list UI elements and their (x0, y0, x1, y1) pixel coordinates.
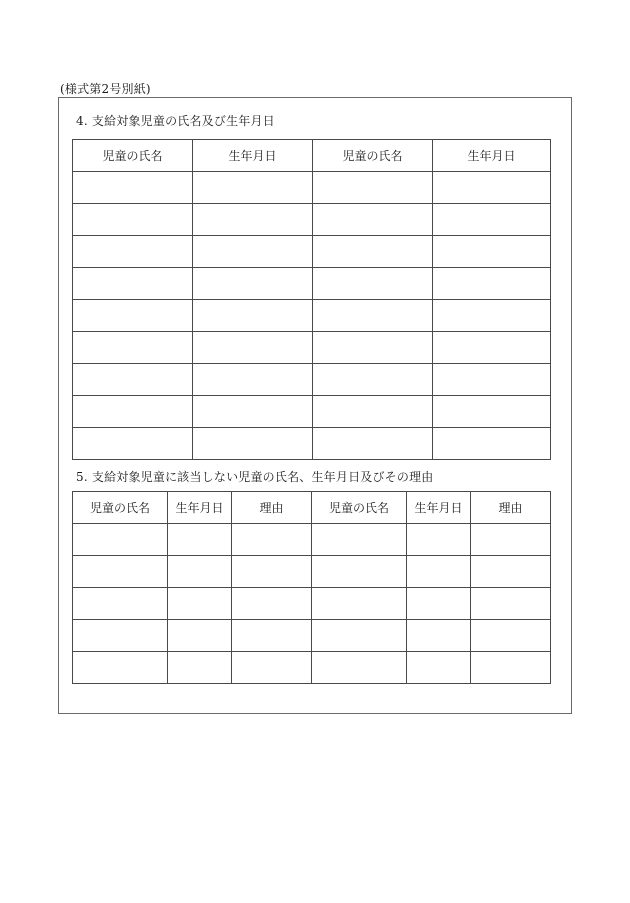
entry-cell[interactable] (232, 524, 312, 556)
table-row (73, 364, 551, 396)
entry-cell[interactable] (193, 300, 313, 332)
entry-cell[interactable] (471, 588, 551, 620)
entry-cell[interactable] (73, 364, 193, 396)
table-row (73, 556, 551, 588)
table-header-row (73, 140, 551, 172)
entry-cell[interactable] (433, 268, 551, 300)
header-birth-date: 生年月日 (407, 492, 471, 524)
entry-cell[interactable] (433, 396, 551, 428)
entry-cell[interactable] (313, 300, 433, 332)
header-child-name: 児童の氏名 (73, 492, 168, 524)
entry-cell[interactable] (232, 620, 312, 652)
entry-cell[interactable] (407, 620, 471, 652)
entry-cell[interactable] (313, 332, 433, 364)
entry-cell[interactable] (407, 556, 471, 588)
entry-cell[interactable] (433, 172, 551, 204)
table-row (73, 524, 551, 556)
entry-cell[interactable] (193, 332, 313, 364)
child-list-table (72, 139, 551, 460)
form-label: (様式第2号別紙) (60, 82, 151, 96)
entry-cell[interactable] (433, 204, 551, 236)
entry-cell[interactable] (313, 268, 433, 300)
entry-cell[interactable] (73, 332, 193, 364)
entry-cell[interactable] (407, 524, 471, 556)
entry-cell[interactable] (433, 300, 551, 332)
entry-cell[interactable] (73, 524, 168, 556)
table-row (73, 204, 551, 236)
entry-cell[interactable] (433, 236, 551, 268)
entry-cell[interactable] (471, 556, 551, 588)
entry-cell[interactable] (313, 172, 433, 204)
header-child-name: 児童の氏名 (313, 140, 433, 172)
entry-cell[interactable] (168, 556, 232, 588)
entry-cell[interactable] (433, 428, 551, 460)
entry-cell[interactable] (312, 620, 407, 652)
header-child-name: 児童の氏名 (312, 492, 407, 524)
entry-cell[interactable] (73, 556, 168, 588)
table-row (73, 652, 551, 684)
table-header-row (73, 492, 551, 524)
table-row (73, 588, 551, 620)
entry-cell[interactable] (471, 620, 551, 652)
entry-cell[interactable] (313, 396, 433, 428)
header-birth-date: 生年月日 (193, 140, 313, 172)
entry-cell[interactable] (433, 364, 551, 396)
table-row (73, 428, 551, 460)
entry-cell[interactable] (193, 236, 313, 268)
entry-cell[interactable] (433, 332, 551, 364)
section-4-title: 4. 支給対象児童の氏名及び生年月日 (76, 114, 275, 128)
entry-cell[interactable] (232, 556, 312, 588)
entry-cell[interactable] (193, 268, 313, 300)
entry-cell[interactable] (73, 204, 193, 236)
table-row (73, 620, 551, 652)
entry-cell[interactable] (232, 652, 312, 684)
entry-cell[interactable] (313, 236, 433, 268)
entry-cell[interactable] (232, 588, 312, 620)
entry-cell[interactable] (73, 428, 193, 460)
entry-cell[interactable] (73, 652, 168, 684)
entry-cell[interactable] (313, 428, 433, 460)
entry-cell[interactable] (73, 396, 193, 428)
entry-cell[interactable] (73, 172, 193, 204)
entry-cell[interactable] (73, 236, 193, 268)
entry-cell[interactable] (168, 588, 232, 620)
table-row (73, 268, 551, 300)
entry-cell[interactable] (312, 588, 407, 620)
entry-cell[interactable] (193, 428, 313, 460)
section-5-title: 5. 支給対象児童に該当しない児童の氏名、生年月日及びその理由 (76, 470, 434, 484)
header-birth-date: 生年月日 (433, 140, 551, 172)
entry-cell[interactable] (471, 524, 551, 556)
entry-cell[interactable] (407, 652, 471, 684)
entry-cell[interactable] (73, 620, 168, 652)
table-row (73, 172, 551, 204)
entry-cell[interactable] (73, 588, 168, 620)
entry-cell[interactable] (168, 620, 232, 652)
entry-cell[interactable] (193, 396, 313, 428)
table-row (73, 300, 551, 332)
header-reason: 理由 (232, 492, 312, 524)
entry-cell[interactable] (313, 204, 433, 236)
table-row (73, 396, 551, 428)
entry-cell[interactable] (471, 652, 551, 684)
non-eligible-child-table (72, 491, 551, 684)
entry-cell[interactable] (168, 524, 232, 556)
table-row (73, 332, 551, 364)
entry-cell[interactable] (312, 524, 407, 556)
entry-cell[interactable] (312, 652, 407, 684)
table-row (73, 236, 551, 268)
entry-cell[interactable] (193, 172, 313, 204)
entry-cell[interactable] (73, 268, 193, 300)
header-child-name: 児童の氏名 (73, 140, 193, 172)
entry-cell[interactable] (313, 364, 433, 396)
entry-cell[interactable] (73, 300, 193, 332)
entry-cell[interactable] (407, 588, 471, 620)
entry-cell[interactable] (193, 364, 313, 396)
entry-cell[interactable] (193, 204, 313, 236)
header-birth-date: 生年月日 (168, 492, 232, 524)
header-reason: 理由 (471, 492, 551, 524)
entry-cell[interactable] (168, 652, 232, 684)
entry-cell[interactable] (312, 556, 407, 588)
